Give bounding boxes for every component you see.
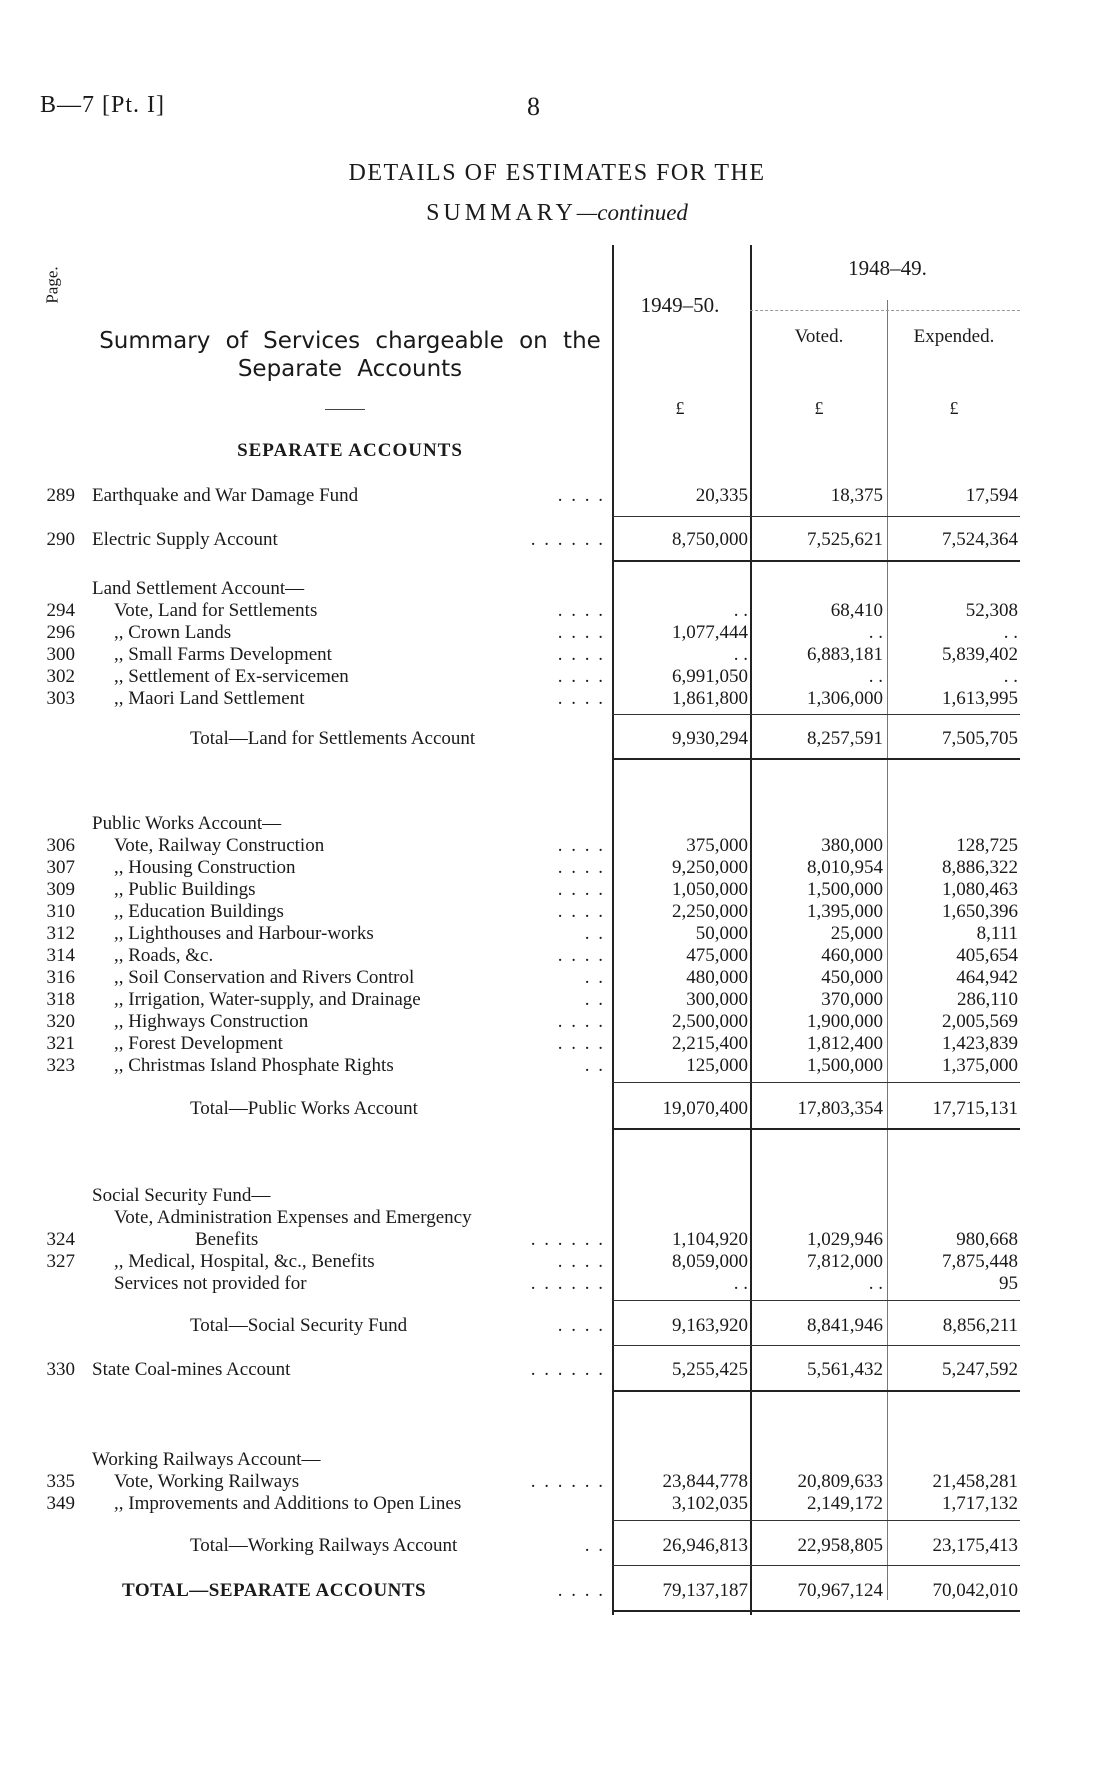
table-row: 349 ,, Improvements and Additions to Open Lines 3,102,035 2,149,172 1,717,132 (46, 1493, 1018, 1514)
summary-column-header: Summary of Services chargeable on the Separate Accounts (99, 328, 601, 382)
rule-row (612, 1565, 1020, 1566)
table-row: 290 Electric Supply Account . . . . . . 8,750,000 7,525,621 7,524,364 (46, 529, 1018, 550)
rule-row (612, 714, 1020, 715)
table-row: 320 ,, Highways Construction . . . . 2,500,000 1,900,000 2,005,569 (46, 1011, 1018, 1032)
rule-row (612, 560, 1020, 562)
table-row: 306 Vote, Railway Construction . . . . 375,000 380,000 128,725 (46, 835, 1018, 856)
table-row: 303 ,, Maori Land Settlement . . . . 1,861,800 1,306,000 1,613,995 (46, 688, 1018, 709)
table-row: 314 ,, Roads, &c. . . . . 475,000 460,000 405,654 (46, 945, 1018, 966)
rule-row (612, 1520, 1020, 1521)
page-number: 8 (527, 92, 540, 121)
table-row: Services not provided for . . . . . . . . . . 95 (114, 1273, 1018, 1294)
table-row: 307 ,, Housing Construction . . . . 9,250,000 8,010,954 8,886,322 (46, 857, 1018, 878)
page-column-header: Page. (42, 266, 62, 304)
year-1949-header: 1949–50. (640, 293, 720, 317)
table-row: Public Works Account— (92, 813, 282, 834)
total-row: Total—Working Railways Account . . 26,946,813 22,958,805 23,175,413 (190, 1535, 1018, 1556)
year-1948-header: 1948–49. (848, 256, 927, 280)
table-row: Social Security Fund— (92, 1185, 271, 1206)
subtitle-suffix: —continued (576, 200, 688, 225)
table-row: 309 ,, Public Buildings . . . . 1,050,000 1,500,000 1,080,463 (46, 879, 1018, 900)
document-title: DETAILS OF ESTIMATES FOR THE (348, 160, 766, 186)
rule-row (612, 1128, 1020, 1130)
table-row: 327 ,, Medical, Hospital, &c., Benefits . . . . 8,059,000 7,812,000 7,875,448 (46, 1251, 1018, 1272)
rule-row (612, 1345, 1020, 1346)
table-row: 294 Vote, Land for Settlements . . . . . . 68,410 52,308 (46, 600, 1018, 621)
table-row: 321 ,, Forest Development . . . . 2,215,400 1,812,400 1,423,839 (46, 1033, 1018, 1054)
table-row: 289 Earthquake and War Damage Fund . . . . 20,335 18,375 17,594 (46, 485, 1018, 506)
voted-header: Voted. (794, 326, 844, 347)
expended-header: Expended. (913, 326, 995, 347)
total-row: Total—Public Works Account 19,070,400 17,803,354 17,715,131 (190, 1098, 1018, 1119)
table-row: 310 ,, Education Buildings . . . . 2,250,000 1,395,000 1,650,396 (46, 901, 1018, 922)
rule-row (612, 1082, 1020, 1083)
rule-bottom (612, 1610, 1020, 1612)
table-row: 318 ,, Irrigation, Water-supply, and Drainage . . 300,000 370,000 286,110 (46, 989, 1018, 1010)
unit-voted: £ (814, 398, 824, 418)
table-row: 316 ,, Soil Conservation and Rivers Control . . 480,000 450,000 464,942 (46, 967, 1018, 988)
total-row: Total—Social Security Fund . . . . 9,163,920 8,841,946 8,856,211 (190, 1315, 1018, 1336)
subtitle-main: SUMMARY (426, 200, 577, 226)
table-row: Land Settlement Account— (92, 578, 305, 599)
rule-row (612, 516, 1020, 517)
table-row: 335 Vote, Working Railways . . . . . . 23,844,778 20,809,633 21,458,281 (46, 1471, 1018, 1492)
unit-1949: £ (675, 398, 685, 418)
section-title: SEPARATE ACCOUNTS (237, 440, 463, 461)
grand-total-row: TOTAL—SEPARATE ACCOUNTS . . . . 79,137,187 70,967,124 70,042,010 (122, 1580, 1018, 1601)
rule-1948-subhead (750, 310, 1020, 311)
table-row: 312 ,, Lighthouses and Harbour-works . . 50,000 25,000 8,111 (46, 923, 1018, 944)
table-row: 296 ,, Crown Lands . . . . 1,077,444 . . . . (46, 622, 1018, 643)
rule-row (612, 758, 1020, 760)
rule-row (612, 1390, 1020, 1392)
rule-row (612, 1300, 1020, 1301)
table-row: 300 ,, Small Farms Development . . . . . . 6,883,181 5,839,402 (46, 644, 1018, 665)
header-dash (325, 409, 365, 410)
document-subtitle (0, 200, 1114, 227)
table-row: 324 Benefits . . . . . . 1,104,920 1,029,946 980,668 (46, 1229, 1018, 1250)
total-row: Total—Land for Settlements Account 9,930,294 8,257,591 7,505,705 (190, 728, 1018, 749)
document-reference: B—7 [Pt. I] (40, 92, 165, 118)
table-row: Working Railways Account— (92, 1449, 321, 1470)
table-row: Vote, Administration Expenses and Emergency (114, 1207, 472, 1228)
table-row: 330 State Coal-mines Account . . . . . . 5,255,425 5,561,432 5,247,592 (46, 1359, 1018, 1380)
table-row: 302 ,, Settlement of Ex-servicemen . . . . 6,991,050 . . . . (46, 666, 1018, 687)
table-row: 323 ,, Christmas Island Phosphate Rights . . 125,000 1,500,000 1,375,000 (46, 1055, 1018, 1076)
unit-expended: £ (949, 398, 959, 418)
